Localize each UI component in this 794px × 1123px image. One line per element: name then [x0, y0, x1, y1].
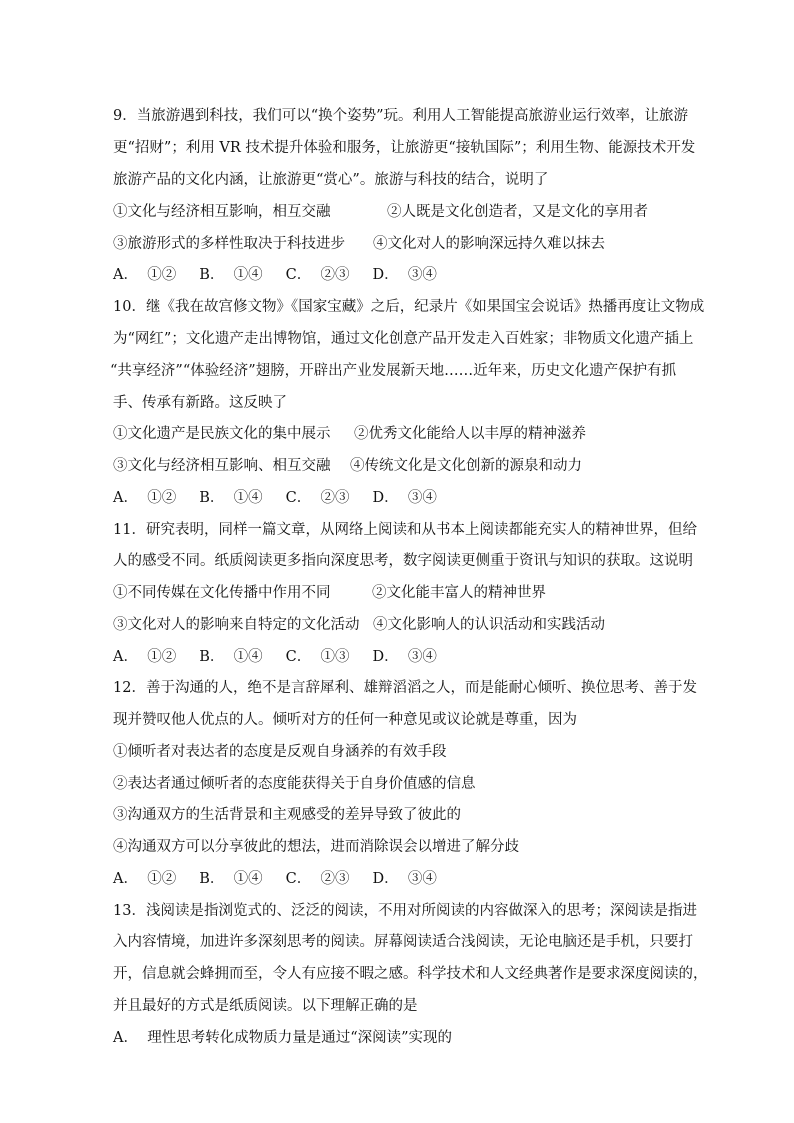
- q11-stem-line-2: 人的感受不同。纸质阅读更多指向深度思考，数字阅读更侧重于资讯与知识的获取。这说明: [113, 553, 693, 569]
- q9-option-2: ②人既是文化创造者，又是文化的享用者: [387, 204, 648, 220]
- q9-option-1: ①文化与经济相互影响，相互交融: [113, 204, 331, 220]
- q12-option-2: ②表达者通过倾听者的态度能获得关于自身价值感的信息: [113, 776, 476, 792]
- q11-option-1: ①不同传媒在文化传播中作用不同: [113, 585, 331, 601]
- q11-option-2: ②文化能丰富人的精神世界: [372, 585, 546, 601]
- q9-stem-line-2: 更“招财”；利用 VR 技术提升体验和服务，让旅游更“接轨国际”；利用生物、能源技术开发: [113, 140, 696, 156]
- q12-option-3: ③沟通双方的生活背景和主观感受的差异导致了彼此的: [113, 807, 461, 823]
- q13-stem-line-1: 13．浅阅读是指浏览式的、泛泛的阅读，不用对所阅读的内容做深入的思考；深阅读是指进: [113, 903, 697, 919]
- q9-choices: A． ①② B． ①④ C． ②③ D． ③④: [113, 267, 437, 283]
- q11-choices: A． ①② B． ①④ C． ①③ D． ③④: [113, 649, 437, 665]
- q12-option-4: ④沟通双方可以分享彼此的想法，进而消除误会以增进了解分歧: [113, 839, 519, 855]
- q9-option-4: ④文化对人的影响深远持久难以抹去: [373, 236, 605, 252]
- q10-stem-line-1: 10．继《我在故宫修文物》《国家宝藏》之后，纪录片《如果国宝会说话》热播再度让文物成: [113, 299, 705, 315]
- q13-option-a: A． 理性思考转化成物质力量是通过“深阅读”实现的: [113, 1030, 453, 1046]
- q13-stem-line-4: 并且最好的方式是纸质阅读。以下理解正确的是: [113, 998, 418, 1014]
- q12-option-1: ①倾听者对表达者的态度是反观自身涵养的有效手段: [113, 744, 447, 760]
- q12-stem-line-2: 现并赞叹他人优点的人。倾听对方的任何一种意见或议论就是尊重，因为: [113, 712, 577, 728]
- q9-option-3: ③旅游形式的多样性取决于科技进步: [113, 236, 345, 252]
- q13-stem-line-2: 入内容情境，加进许多深刻思考的阅读。屏幕阅读适合浅阅读，无论电脑还是手机，只要打: [113, 934, 693, 950]
- q12-stem-line-1: 12．善于沟通的人，绝不是言辞犀利、雄辩滔滔之人，而是能耐心倾听、换位思考、善于发: [113, 680, 697, 696]
- q10-option-3: ③文化与经济相互影响、相互交融: [113, 458, 331, 474]
- q10-stem-line-2: 为“网红”；文化遗产走出博物馆，通过文化创意产品开发走入百姓家；非物质文化遗产插上: [113, 331, 694, 347]
- q10-choices: A． ①② B． ①④ C． ②③ D． ③④: [113, 490, 437, 506]
- q10-option-2: ②优秀文化能给人以丰厚的精神滋养: [354, 426, 586, 442]
- q12-choices: A． ①② B． ①④ C． ②③ D． ③④: [113, 871, 437, 887]
- q9-stem-line-3: 旅游产品的文化内涵，让旅游更“赏心”。旅游与科技的结合，说明了: [113, 172, 549, 188]
- q11-option-4: ④文化影响人的认识活动和实践活动: [373, 617, 605, 633]
- q10-option-1: ①文化遗产是民族文化的集中展示: [113, 426, 331, 442]
- q10-option-4: ④传统文化是文化创新的源泉和动力: [350, 458, 582, 474]
- q10-stem-line-4: 手、传承有新路。这反映了: [113, 395, 287, 411]
- q9-stem-line-1: 9．当旅游遇到科技，我们可以“换个姿势”玩。利用人工智能提高旅游业运行效率，让旅游: [113, 108, 689, 124]
- q13-stem-line-3: 开，信息就会蜂拥而至，令人有应接不暇之感。科学技术和人文经典著作是要求深度阅读的，: [113, 966, 708, 982]
- q11-option-3: ③文化对人的影响来自特定的文化活动: [113, 617, 360, 633]
- q11-stem-line-1: 11．研究表明，同样一篇文章，从网络上阅读和从书本上阅读都能充实人的精神世界，但给: [113, 522, 697, 538]
- q10-stem-line-3: “共享经济”“体验经济”翅膀，开辟出产业发展新天地……近年来，历史文化遗产保护有抓: [110, 363, 677, 379]
